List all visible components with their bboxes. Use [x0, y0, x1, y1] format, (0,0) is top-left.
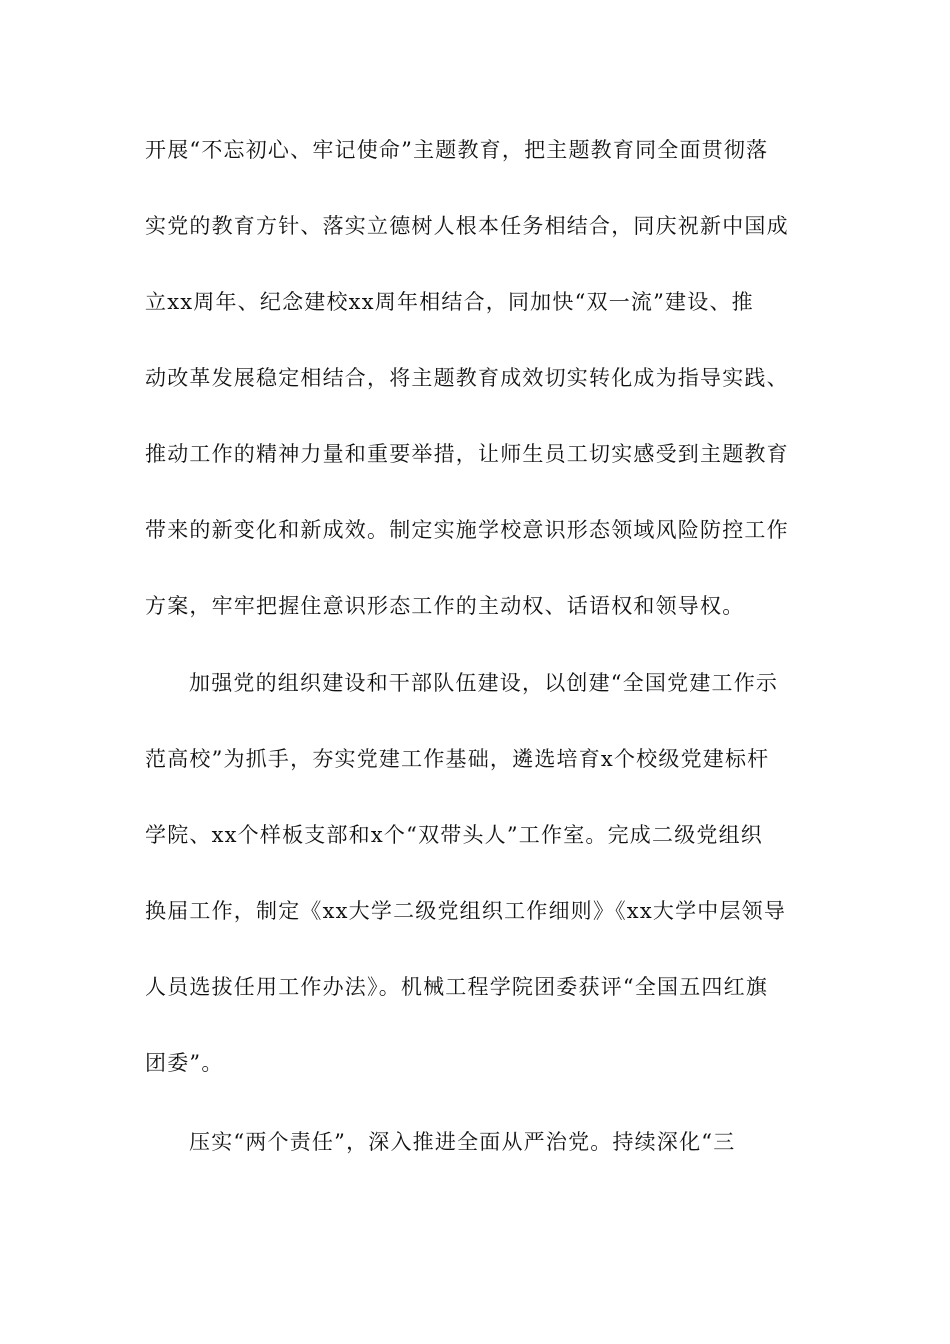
text-line: 学院、xx个样板支部和x个“双带头人”工作室。完成二级党组织	[145, 823, 763, 847]
text-line: 加强党的组织建设和干部队伍建设，以创建“全国党建工作示	[189, 671, 779, 695]
text-line: 人员选拔任用工作办法》。机械工程学院团委获评“全国五四红旗	[145, 975, 769, 999]
text-line: 方案，牢牢把握住意识形态工作的主动权、话语权和领导权。	[145, 594, 745, 618]
text-line: 推动工作的精神力量和重要举措，让师生员工切实感受到主题教育	[145, 442, 789, 466]
text-line: 动改革发展稳定相结合，将主题教育成效切实转化成为指导实践、	[145, 366, 789, 390]
text-line: 开展“不忘初心、牢记使命”主题教育，把主题教育同全面贯彻落	[145, 138, 769, 162]
text-line: 团委”。	[145, 1051, 224, 1075]
text-line: 实党的教育方针、落实立德树人根本任务相结合，同庆祝新中国成	[145, 214, 789, 238]
text-line: 范高校”为抓手，夯实党建工作基础，遴选培育x个校级党建标杆	[145, 747, 770, 771]
text-line: 立xx周年、纪念建校xx周年相结合，同加快“双一流”建设、推	[145, 290, 754, 314]
paragraph-2	[145, 645, 815, 1101]
text-line: 换届工作，制定《xx大学二级党组织工作细则》《xx大学中层领导	[145, 899, 787, 923]
text-line: 带来的新变化和新成效。制定实施学校意识形态领域风险防控工作	[145, 518, 789, 542]
text-line: 压实“两个责任”，深入推进全面从严治党。持续深化“三	[189, 1130, 736, 1154]
paragraph-3	[145, 1104, 815, 1180]
paragraph-1	[145, 112, 815, 644]
